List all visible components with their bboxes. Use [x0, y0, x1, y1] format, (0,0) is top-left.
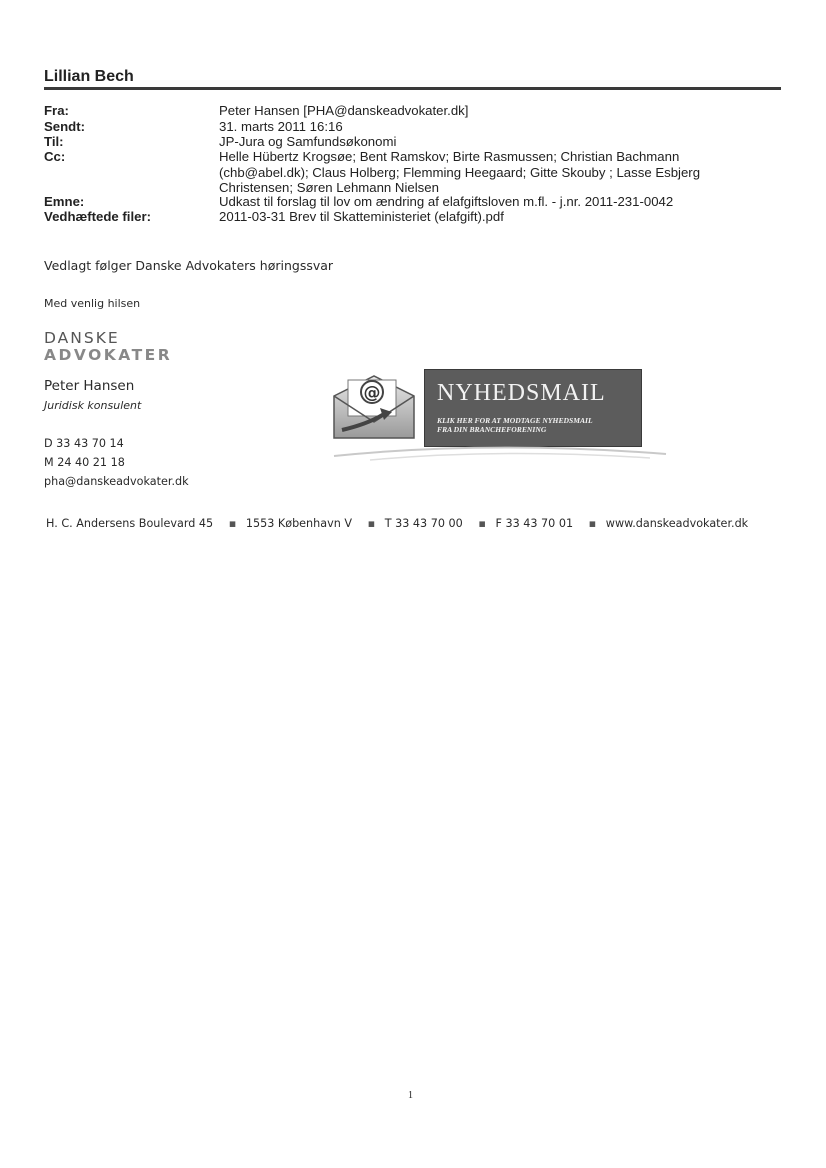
header-value-from[interactable]: Peter Hansen [PHA@danskeadvokater.dk]	[219, 103, 469, 118]
banner-subtitle-line: KLIK HER FOR AT MODTAGE NYHEDSMAIL	[437, 416, 593, 425]
banner-swoosh-decoration	[330, 436, 670, 467]
bullet-separator-icon: ▪	[228, 517, 237, 530]
address-city: 1553 København V	[245, 517, 353, 530]
header-value-cc	[219, 149, 779, 196]
header-label: Fra:	[44, 103, 69, 118]
banner-subtitle	[437, 416, 637, 434]
logo-line-2: ADVOKATER	[44, 346, 173, 364]
address-fax: F 33 43 70 01	[495, 517, 574, 530]
footer-address-line	[46, 517, 754, 530]
header-label: Emne:	[44, 194, 85, 209]
page-number: 1	[408, 1090, 413, 1101]
header-label: Vedhæftede filer:	[44, 209, 151, 224]
signature-name: Peter Hansen	[44, 378, 135, 394]
bullet-separator-icon: ▪	[367, 517, 376, 530]
header-divider	[44, 87, 781, 90]
logo-line-1: DANSKE	[44, 329, 120, 347]
header-label: Til:	[44, 134, 64, 149]
header-value-subject: Udkast til forslag til lov om ændring af elafgiftsloven m.fl. - j.nr. 2011-231-0042	[219, 194, 674, 209]
cc-line: (chb@abel.dk); Claus Holberg; Flemming Heegaard; Gitte Skouby ; Lasse Esbjerg	[219, 164, 701, 180]
header-label: Cc:	[44, 149, 66, 164]
svg-text:@: @	[363, 383, 381, 403]
signature-phone-mobile: M 24 40 21 18	[44, 456, 125, 469]
banner-subtitle-line: FRA DIN BRANCHEFORENING	[437, 425, 547, 434]
danske-advokater-logo	[44, 330, 172, 364]
signature-email-link[interactable]: pha@danskeadvokater.dk	[44, 475, 189, 488]
header-label: Sendt:	[44, 119, 86, 134]
header-value-sent: 31. marts 2011 16:16	[219, 119, 343, 134]
message-body-text: Vedlagt følger Danske Advokaters høringssvar	[44, 258, 334, 273]
signature-title: Juridisk konsulent	[44, 399, 142, 412]
cc-line: Helle Hübertz Krogsøe; Bent Ramskov; Birte Rasmussen; Christian Bachmann	[219, 149, 680, 164]
cc-line: Christensen; Søren Lehmann Nielsen	[219, 180, 439, 195]
header-value-to: JP-Jura og Samfundsøkonomi	[219, 134, 397, 149]
mailbox-owner-name: Lillian Bech	[44, 68, 134, 85]
bullet-separator-icon: ▪	[478, 517, 486, 530]
greeting-text: Med venlig hilsen	[44, 297, 141, 310]
banner-title: NYHEDSMAIL	[437, 380, 606, 406]
address-website-link[interactable]: www.danskeadvokater.dk	[605, 517, 749, 530]
address-phone: T 33 43 70 00	[384, 517, 463, 530]
signature-phone-direct: D 33 43 70 14	[44, 437, 124, 450]
bullet-separator-icon: ▪	[588, 517, 597, 530]
attachment-link[interactable]: 2011-03-31 Brev til Skatteministeriet (elafgift).pdf	[219, 209, 504, 224]
address-street: H. C. Andersens Boulevard 45	[46, 517, 214, 530]
